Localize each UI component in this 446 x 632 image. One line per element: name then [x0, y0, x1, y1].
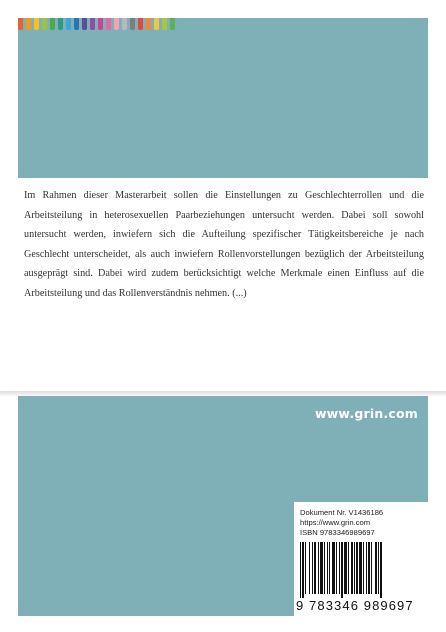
barcode-bar [375, 542, 377, 594]
barcode-bar [312, 542, 313, 594]
color-stripe [138, 18, 143, 30]
barcode-bar [339, 542, 340, 594]
color-stripe [74, 18, 79, 30]
barcode-bar [366, 542, 367, 594]
abstract-text: Im Rahmen dieser Masterarbeit sollen die Einstellungen zu Geschlechterrollen und die Arbeitsteilung in heterosexuellen Paarbeziehungen untersucht werden. Dabei soll sowohl untersucht werden, inwiefern sich die Aufteilung spezifischer Tätigkeitsbereiche je nach Geschlecht unterscheidet, als auch inwiefern Rollenvorstellungen bezüglich der Arbeitsteilung ausgeprägt sind. Dabei wird zudem berücksichtigt welche Merkmale einen Einfluss auf die Arbeitsteilung und das Rollenverständnis nehmen. (...) [24, 190, 424, 299]
color-stripe [66, 18, 71, 30]
barcode-bar [309, 542, 310, 594]
barcode-bar [341, 542, 343, 598]
barcode-bar [356, 542, 358, 594]
color-stripe [50, 18, 55, 30]
barcode-bar [368, 542, 370, 594]
barcode-bar [354, 542, 355, 594]
barcode-bar [329, 542, 330, 594]
barcode-bar [351, 542, 353, 594]
color-stripe-bar [18, 18, 178, 30]
website-url: https://www.grin.com [300, 518, 371, 527]
color-stripe [26, 18, 31, 30]
barcode-digits: 9 783346 989697 [296, 598, 414, 613]
color-stripe [170, 18, 175, 30]
barcode-icon [298, 542, 424, 598]
barcode-bar [380, 542, 382, 598]
barcode-bar [320, 542, 323, 594]
color-stripe [106, 18, 111, 30]
color-stripe [82, 18, 87, 30]
barcode-bar [348, 542, 349, 594]
info-box [294, 502, 428, 616]
barcode-bar [344, 542, 347, 594]
color-stripe [18, 18, 23, 30]
isbn-number: ISBN 9783346989697 [300, 528, 375, 537]
barcode-bar [336, 542, 337, 594]
top-cover-panel [18, 18, 428, 178]
color-stripe [130, 18, 135, 30]
barcode-bar [314, 542, 316, 594]
color-stripe [90, 18, 95, 30]
document-number: Dokument Nr. V1436186 [300, 508, 384, 517]
color-stripe [122, 18, 127, 30]
color-stripe [98, 18, 103, 30]
barcode-bar [332, 542, 335, 594]
barcode-bar [302, 542, 304, 598]
barcode-bar [324, 542, 325, 594]
color-stripe [162, 18, 167, 30]
color-stripe [146, 18, 151, 30]
barcode-bar [327, 542, 328, 594]
barcode-bar [378, 542, 379, 594]
barcode-bar [363, 542, 364, 594]
color-stripe [42, 18, 47, 30]
color-stripe [114, 18, 119, 30]
publisher-url: www.grin.com [314, 406, 418, 421]
color-stripe [34, 18, 39, 30]
barcode-bar [318, 542, 319, 594]
barcode-bar [359, 542, 362, 594]
color-stripe [58, 18, 63, 30]
barcode-bar [371, 542, 372, 594]
color-stripe [154, 18, 159, 30]
barcode-bar [305, 542, 306, 594]
barcode-bar [300, 542, 301, 598]
bottom-cover-panel [18, 396, 428, 616]
